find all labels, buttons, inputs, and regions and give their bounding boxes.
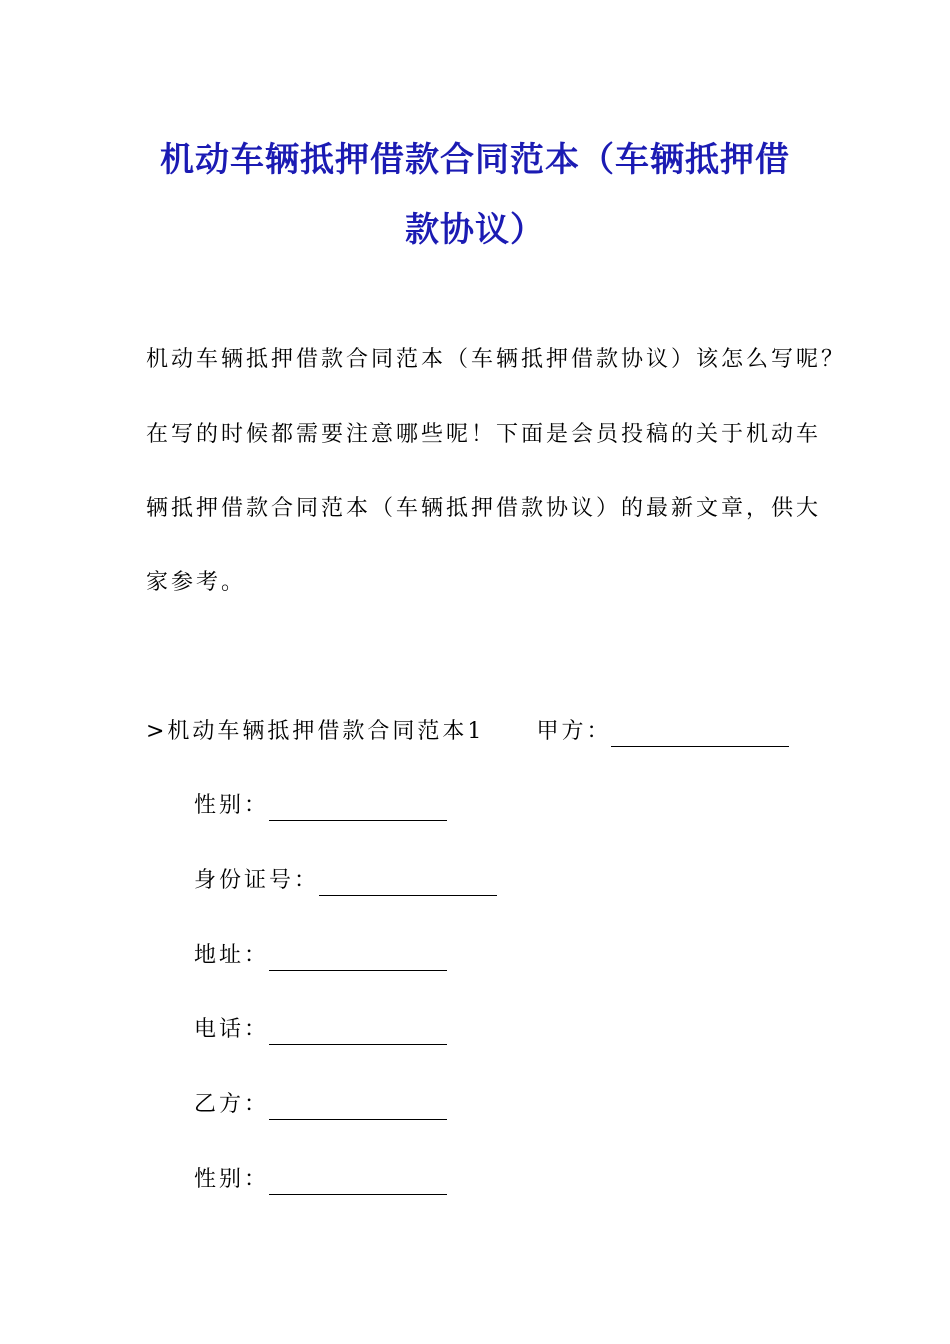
field-label: 电话： xyxy=(194,1017,270,1042)
field-address xyxy=(194,941,447,971)
field-label: 地址： xyxy=(194,943,270,968)
contract-section-heading-row xyxy=(146,717,789,747)
field-blank-line xyxy=(269,1170,447,1195)
field-phone xyxy=(194,1015,447,1045)
field-party-b xyxy=(194,1090,447,1120)
intro-paragraph-line-3: 辆抵押借款合同范本（车辆抵押借款协议）的最新文章，供大 xyxy=(146,496,822,521)
field-label: 性别： xyxy=(194,1167,270,1192)
field-gender-b xyxy=(194,1165,447,1195)
contract-section-heading: >机动车辆抵押借款合同范本1 xyxy=(146,719,485,744)
party-a-blank-line xyxy=(611,722,789,747)
intro-paragraph-line-2: 在写的时候都需要注意哪些呢！下面是会员投稿的关于机动车 xyxy=(146,422,822,447)
field-gender-a xyxy=(194,791,447,821)
field-label: 身份证号： xyxy=(194,868,320,893)
field-blank-line xyxy=(319,871,497,896)
field-blank-line xyxy=(269,796,447,821)
document-title-line-2: 款协议） xyxy=(405,210,545,250)
field-blank-line xyxy=(269,1020,447,1045)
intro-paragraph-line-1: 机动车辆抵押借款合同范本（车辆抵押借款协议）该怎么写呢？ xyxy=(146,347,847,372)
intro-paragraph-line-4: 家参考。 xyxy=(146,570,247,595)
field-blank-line xyxy=(269,946,447,971)
field-id-number xyxy=(194,866,497,896)
document-title-line-1: 机动车辆抵押借款合同范本（车辆抵押借 xyxy=(160,140,790,180)
party-a-label: 甲方： xyxy=(536,719,612,744)
field-label: 性别： xyxy=(194,793,270,818)
field-label: 乙方： xyxy=(194,1092,270,1117)
field-blank-line xyxy=(269,1095,447,1120)
